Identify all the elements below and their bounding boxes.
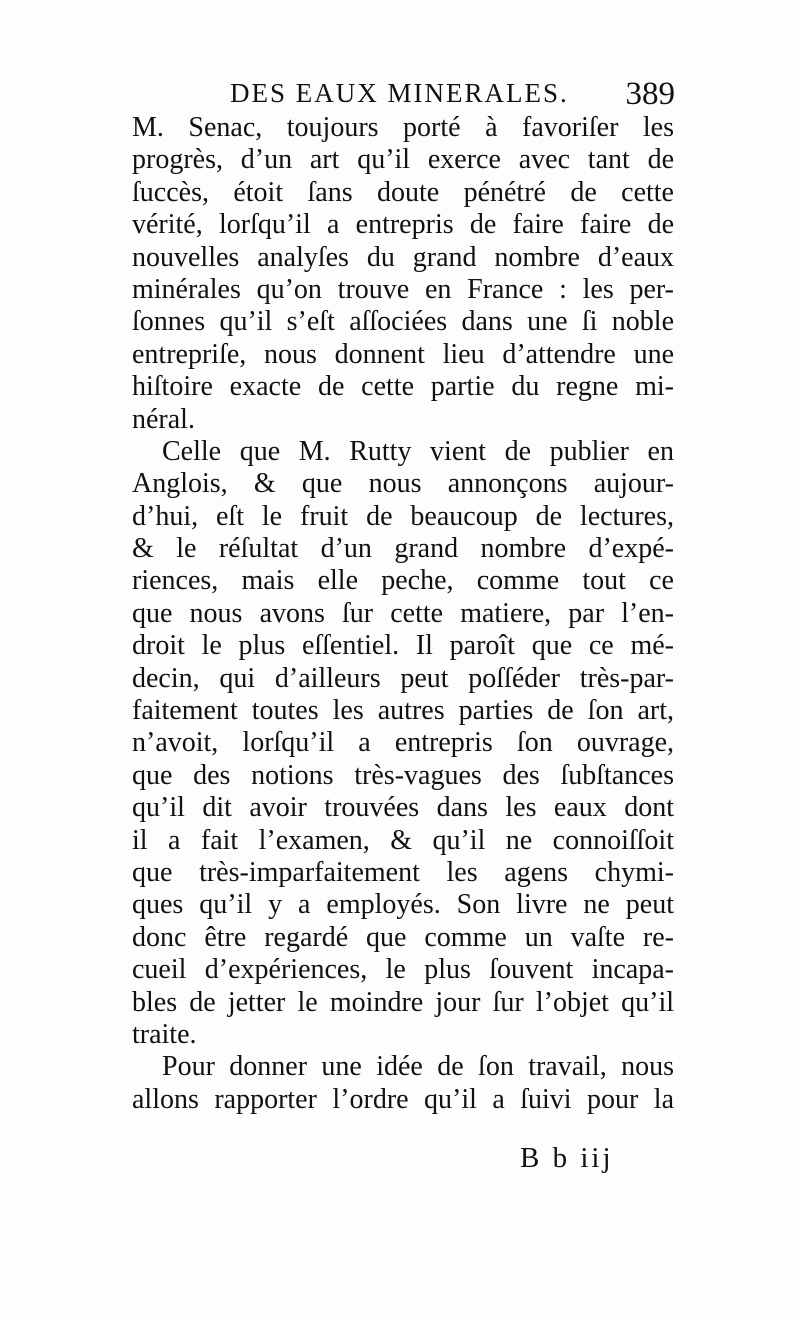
text-line: entrepriſe, nous donnent lieu d’attendre une — [132, 338, 674, 370]
text-line: bles de jetter le moindre jour ſur l’objet qu’il — [132, 986, 674, 1018]
text-line: M. Senac, toujours porté à favoriſer les — [132, 112, 674, 143]
text-line: hiſtoire exacte de cette partie du regne mi- — [132, 371, 674, 403]
text-line: riences, mais elle peche, comme tout ce — [132, 565, 674, 597]
text-line: n’avoit, lorſqu’il a entrepris ſon ouvrage, — [132, 727, 674, 759]
text-line: que nous avons ſur cette matiere, par l’en- — [132, 597, 674, 629]
text-line: decin, qui d’ailleurs peut poſſéder très-par- — [132, 662, 674, 694]
text-line: progrès, d’un art qu’il exerce avec tant de — [132, 144, 674, 176]
page-number: 389 — [625, 76, 675, 112]
text-line: Pour donner une idée de ſon travail, nous — [162, 1051, 674, 1083]
text-line: vérité, lorſqu’il a entrepris de faire faire de — [132, 209, 674, 241]
text-line: ſonnes qu’il s’eſt aſſociées dans une ſi noble — [132, 306, 674, 338]
text-line: que très-imparfaitement les agens chymi- — [132, 856, 674, 888]
text-line: Celle que M. Rutty vient de publier en — [162, 435, 674, 467]
text-line: il a fait l’examen, & qu’il ne connoiſſoit — [132, 824, 674, 856]
text-line: & le réſultat d’un grand nombre d’expé- — [132, 533, 674, 565]
text-line: que des notions très-vagues des ſubſtances — [132, 759, 674, 791]
text-line: donc être regardé que comme un vaſte re- — [132, 921, 674, 953]
text-line: néral. — [132, 403, 195, 435]
running-head: DES EAUX MINERALES. — [230, 78, 569, 108]
text-line: traite. — [132, 1018, 197, 1050]
text-line: Anglois, & que nous annonçons aujour- — [132, 468, 674, 500]
text-line: qu’il dit avoir trouvées dans les eaux dont — [132, 792, 674, 824]
text-line: allons rapporter l’ordre qu’il a ſuivi pour la — [132, 1083, 674, 1115]
text-line: ſuccès, étoit ſans doute pénétré de cette — [132, 176, 674, 208]
signature-mark: B b iij — [520, 1142, 614, 1174]
text-line: minérales qu’on trouve en France : les per- — [132, 273, 674, 305]
text-line: cueil d’expériences, le plus ſouvent incapa- — [132, 954, 674, 986]
text-line: faitement toutes les autres parties de ſon art, — [132, 695, 674, 727]
body-text — [132, 112, 674, 1116]
text-line: d’hui, eſt le fruit de beaucoup de lectures, — [132, 500, 674, 532]
text-line: nouvelles analyſes du grand nombre d’eaux — [132, 241, 674, 273]
text-line: droit le plus eſſentiel. Il paroît que ce mé- — [132, 630, 674, 662]
text-line: ques qu’il y a employés. Son livre ne peut — [132, 889, 674, 921]
